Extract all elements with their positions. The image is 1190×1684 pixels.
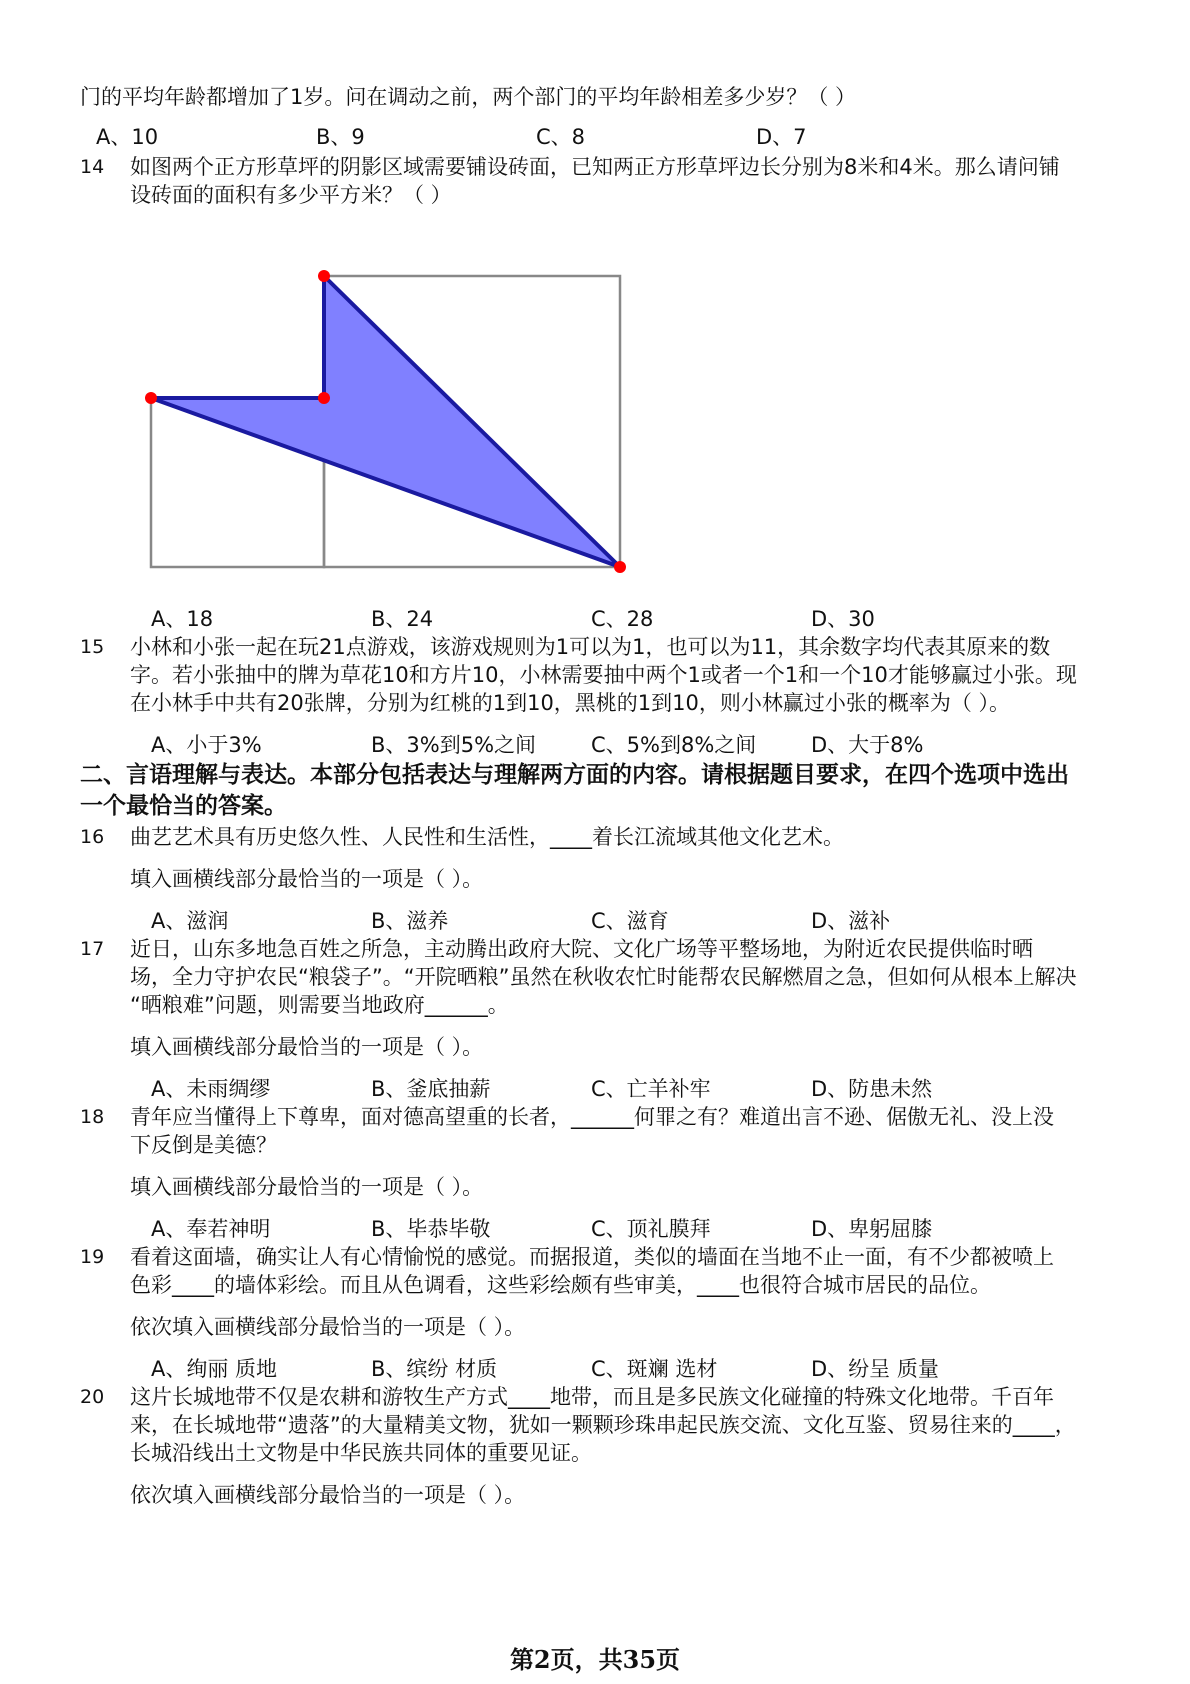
q14-option-b[interactable]: B、24 (371, 607, 434, 631)
vertex-point-middle (318, 392, 330, 404)
question-13-stem-tail: 门的平均年龄都增加了1岁。问在调动之前，两个部门的平均年龄相差多少岁？（ ） (80, 85, 857, 109)
question-number-18: 18 (80, 1106, 105, 1128)
q13-option-c[interactable]: C、8 (536, 125, 586, 149)
q16-line-1: 曲艺艺术具有历史悠久性、人民性和生活性，____着长江流域其他文化艺术。 (130, 825, 844, 849)
q15-option-a[interactable]: A、小于3% (151, 733, 262, 757)
q15-line-2: 字。若小张抽中的牌为草花10和方片10，小林需要抽中两个1或者一个1和一个10才能够赢过小张。现 (130, 663, 1077, 687)
q19-option-d[interactable]: D、纷呈 质量 (811, 1357, 939, 1381)
q15-option-d[interactable]: D、大于8% (811, 733, 924, 757)
q13-option-b[interactable]: B、9 (316, 125, 365, 149)
q17-line-1: 近日，山东多地急百姓之所急，主动腾出政府大院、文化广场等平整场地，为附近农民提供临时晒 (130, 937, 1033, 961)
q20-prompt: 依次填入画横线部分最恰当的一项是（ ）。 (130, 1483, 526, 1507)
q14-option-c[interactable]: C、28 (591, 607, 654, 631)
q14-option-d[interactable]: D、30 (811, 607, 875, 631)
question-number-17: 17 (80, 938, 105, 960)
q16-option-b[interactable]: B、滋养 (371, 909, 449, 933)
vertex-point-left (145, 392, 157, 404)
question-number-19: 19 (80, 1246, 105, 1268)
q19-line-1: 看着这面墙，确实让人有心情愉悦的感觉。而据报道，类似的墙面在当地不止一面，有不少都被喷上 (130, 1245, 1054, 1269)
shaded-region (151, 276, 620, 567)
q19-option-b[interactable]: B、缤纷 材质 (371, 1357, 498, 1381)
q18-option-a[interactable]: A、奉若神明 (151, 1217, 271, 1241)
q15-line-1: 小林和小张一起在玩21点游戏，该游戏规则为1可以为1，也可以为11，其余数字均代表其原来的数 (130, 635, 1051, 659)
q20-line-1: 这片长城地带不仅是农耕和游牧生产方式____地带，而且是多民族文化碰撞的特殊文化地带。千百年 (130, 1385, 1054, 1409)
question-number-20: 20 (80, 1386, 105, 1408)
q17-line-2: 场，全力守护农民“粮袋子”。“开院晒粮”虽然在秋收农忙时能帮农民解燃眉之急，但如何从根本上解决 (130, 965, 1077, 989)
q16-prompt: 填入画横线部分最恰当的一项是（ ）。 (130, 867, 484, 891)
q19-line-2: 色彩____的墙体彩绘。而且从色调看，这些彩绘颇有些审美，____也很符合城市居民的品位。 (130, 1273, 991, 1297)
q15-option-c[interactable]: C、5%到8%之间 (591, 733, 757, 757)
q15-line-3: 在小林手中共有20张牌，分别为红桃的1到10，黑桃的1到10，则小林赢过小张的概率为（ ）。 (130, 691, 1011, 715)
section-2-heading-line-2: 一个最恰当的答案。 (80, 793, 287, 819)
q18-line-1: 青年应当懂得上下尊卑，面对德高望重的长者，______何罪之有？难道出言不逊、倨傲无礼、没上没 (130, 1105, 1054, 1129)
q18-line-2: 下反倒是美德？ (130, 1133, 277, 1157)
q14-line-2: 设砖面的面积有多少平方米？（ ） (130, 183, 452, 207)
q15-option-b[interactable]: B、3%到5%之间 (371, 733, 537, 757)
q17-option-a[interactable]: A、未雨绸缪 (151, 1077, 271, 1101)
q17-option-b[interactable]: B、釜底抽薪 (371, 1077, 491, 1101)
section-2-heading-line-1: 二、言语理解与表达。本部分包括表达与理解两方面的内容。请根据题目要求，在四个选项中选出 (80, 762, 1069, 788)
q18-option-d[interactable]: D、卑躬屈膝 (811, 1217, 933, 1241)
q16-option-c[interactable]: C、滋育 (591, 909, 669, 933)
q19-option-c[interactable]: C、斑斓 选材 (591, 1357, 718, 1381)
q17-option-c[interactable]: C、亡羊补牢 (591, 1077, 711, 1101)
q19-prompt: 依次填入画横线部分最恰当的一项是（ ）。 (130, 1315, 526, 1339)
q18-prompt: 填入画横线部分最恰当的一项是（ ）。 (130, 1175, 484, 1199)
q13-option-a[interactable]: A、10 (96, 125, 159, 149)
q14-line-1: 如图两个正方形草坪的阴影区域需要铺设砖面，已知两正方形草坪边长分别为8米和4米。那么请问铺 (130, 155, 1060, 179)
page-footer: 第2页，共35页 (509, 1645, 681, 1674)
vertex-point-top (318, 270, 330, 282)
q18-option-b[interactable]: B、毕恭毕敬 (371, 1217, 491, 1241)
q20-line-3: 长城沿线出土文物是中华民族共同体的重要见证。 (130, 1441, 592, 1465)
question-number-14: 14 (80, 156, 105, 178)
question-number-15: 15 (80, 636, 105, 658)
q13-option-d[interactable]: D、7 (756, 125, 807, 149)
question-number-16: 16 (80, 826, 105, 848)
q19-option-a[interactable]: A、绚丽 质地 (151, 1357, 278, 1381)
q17-prompt: 填入画横线部分最恰当的一项是（ ）。 (130, 1035, 484, 1059)
vertex-point-bottom-right (614, 561, 626, 573)
q17-option-d[interactable]: D、防患未然 (811, 1077, 933, 1101)
q18-option-c[interactable]: C、顶礼膜拜 (591, 1217, 711, 1241)
q16-option-a[interactable]: A、滋润 (151, 909, 229, 933)
q17-line-3: “晒粮难”问题，则需要当地政府______。 (130, 993, 509, 1017)
q20-line-2: 来，在长城地带“遗落”的大量精美文物，犹如一颗颗珍珠串起民族交流、文化互鉴、贸易往来的____， (130, 1413, 1076, 1437)
q16-option-d[interactable]: D、滋补 (811, 909, 891, 933)
q14-option-a[interactable]: A、18 (151, 607, 214, 631)
